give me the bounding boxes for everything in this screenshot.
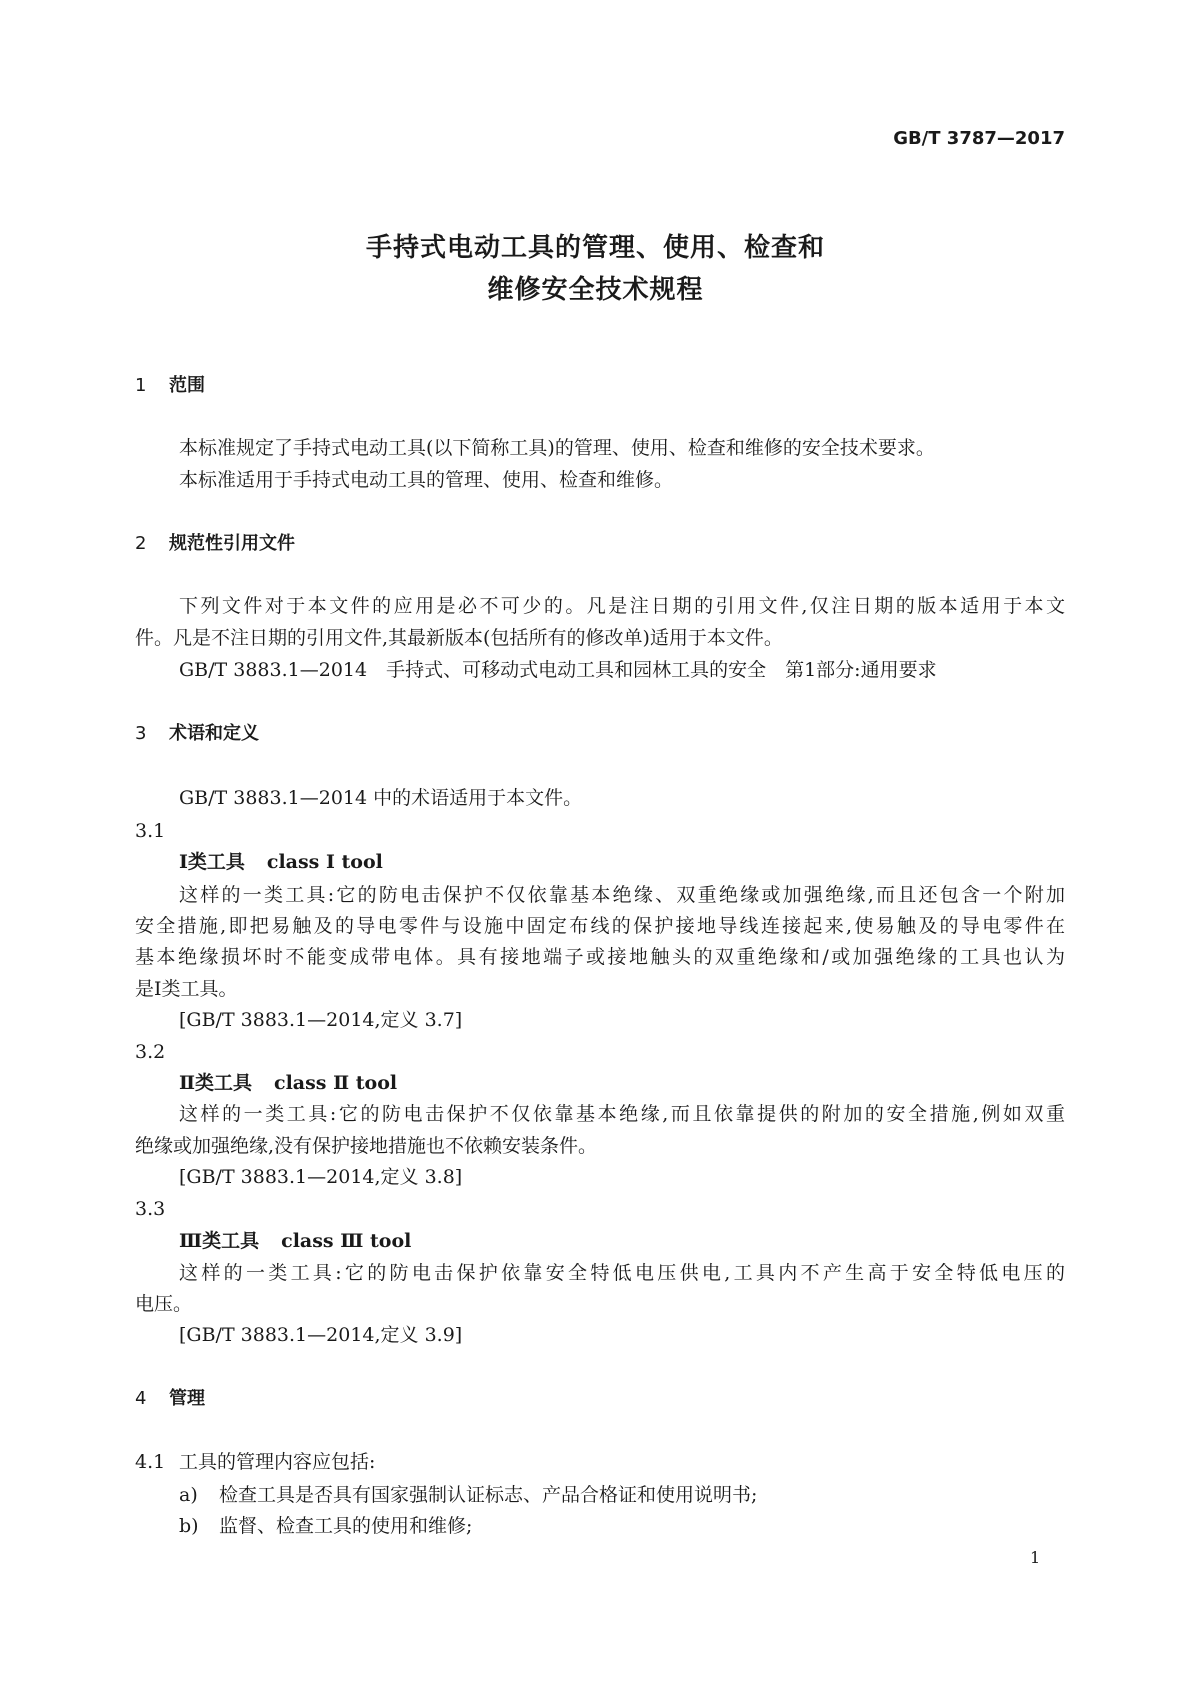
paragraph-line: 件。凡是不注日期的引用文件,其最新版本(包括所有的修改单)适用于本文件。 — [135, 627, 783, 649]
definition-line: 基本绝缘损坏时不能变成带电体。具有接地端子或接地触头的双重绝缘和/或加强绝缘的工具也认为 — [135, 946, 1065, 968]
paragraph: 本标准适用于手持式电动工具的管理、使用、检查和维修。 — [179, 469, 674, 491]
term-number: 3.3 — [135, 1198, 166, 1220]
list-item: a) 检查工具是否具有国家强制认证标志、产品合格证和使用说明书; — [179, 1484, 758, 1506]
term-number: 3.2 — [135, 1041, 166, 1063]
paragraph-line: 下列文件对于本文件的应用是必不可少的。凡是注日期的引用文件,仅注日期的版本适用于本文 — [179, 595, 1065, 617]
section-heading-1: 1 范围 — [135, 375, 205, 396]
section-heading-4: 4 管理 — [135, 1388, 205, 1409]
normative-reference: GB/T 3883.1—2014 手持式、可移动式电动工具和园林工具的安全 第1部分:通用要求 — [179, 659, 937, 681]
definition-line: 是Ⅰ类工具。 — [135, 978, 238, 1000]
definition-source: [GB/T 3883.1—2014,定义 3.9] — [179, 1324, 463, 1346]
definition-line: 绝缘或加强绝缘,没有保护接地措施也不依赖安装条件。 — [135, 1135, 598, 1157]
definition-line: 这样的一类工具:它的防电击保护依靠安全特低电压供电,工具内不产生高于安全特低电压的 — [179, 1262, 1065, 1284]
definition-line: 这样的一类工具:它的防电击保护不仅依靠基本绝缘、双重绝缘或加强绝缘,而且还包含一个附加 — [179, 884, 1065, 906]
definition-source: [GB/T 3883.1—2014,定义 3.8] — [179, 1166, 463, 1188]
paragraph: GB/T 3883.1—2014 中的术语适用于本文件。 — [179, 787, 583, 809]
page-number: 1 — [1030, 1548, 1041, 1567]
document-title-line-2: 维修安全技术规程 — [487, 275, 704, 305]
clause-4-1: 4.1 工具的管理内容应包括: — [135, 1451, 376, 1473]
document-number: GB/T 3787—2017 — [893, 128, 1065, 149]
term-title: Ⅰ类工具 class Ⅰ tool — [179, 851, 383, 873]
definition-line: 这样的一类工具:它的防电击保护不仅依靠基本绝缘,而且依靠提供的附加的安全措施,例如双重 — [179, 1103, 1065, 1125]
section-heading-2: 2 规范性引用文件 — [135, 533, 295, 554]
section-heading-3: 3 术语和定义 — [135, 723, 259, 744]
term-title: Ⅲ类工具 class Ⅲ tool — [179, 1230, 412, 1252]
definition-line: 安全措施,即把易触及的导电零件与设施中固定布线的保护接地导线连接起来,使易触及的导电零件在 — [135, 915, 1065, 937]
definition-source: [GB/T 3883.1—2014,定义 3.7] — [179, 1009, 463, 1031]
term-number: 3.1 — [135, 820, 166, 842]
term-title: Ⅱ类工具 class Ⅱ tool — [179, 1072, 398, 1094]
definition-line: 电压。 — [135, 1293, 193, 1315]
paragraph: 本标准规定了手持式电动工具(以下简称工具)的管理、使用、检查和维修的安全技术要求。 — [179, 437, 935, 459]
document-title-line-1: 手持式电动工具的管理、使用、检查和 — [365, 233, 825, 263]
list-item: b) 监督、检查工具的使用和维修; — [179, 1515, 473, 1537]
